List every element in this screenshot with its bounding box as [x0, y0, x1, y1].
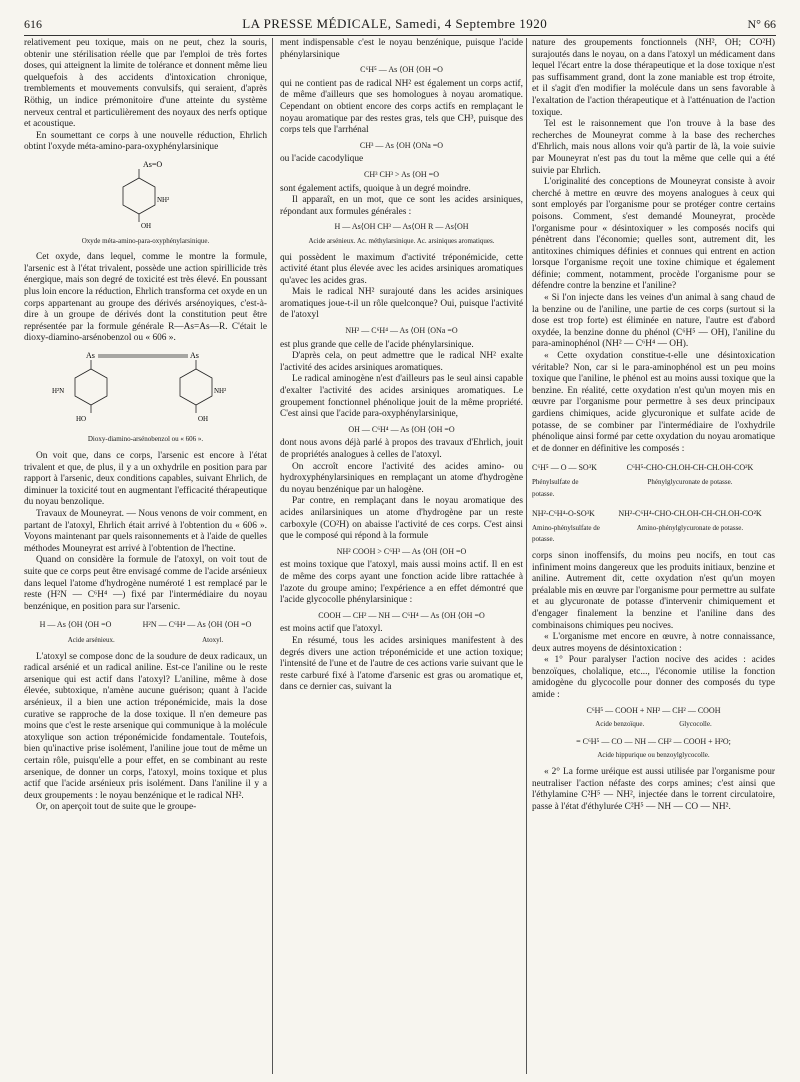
formula-label: Amino-phénylsulfate de potasse.: [532, 523, 600, 544]
svg-text:OH: OH: [140, 221, 151, 230]
formula: C⁶H⁵ — COOH + NH² — CH² — COOH: [586, 705, 721, 715]
svg-text:As: As: [85, 350, 95, 360]
paragraph: D'après cela, on peut admettre que le radical NH² exalte l'activité des acides arsiniques aromatiques.: [280, 351, 523, 373]
paragraph: ment indispensable c'est le noyau benzénique, puisque l'acide phénylarsinique: [280, 38, 523, 60]
formula-label: Amino-phénylglycuronate de potasse.: [636, 523, 744, 532]
formula: = C⁶H⁵ — CO — NH — CH² — COOH + H²O;: [576, 736, 731, 746]
formula: OH — C⁶H⁴ — As ⟨OH ⟨OH =O: [348, 424, 455, 434]
svg-text:OH: OH: [197, 414, 208, 423]
journal-title: LA PRESSE MÉDICALE, Samedi, 4 Septembre 1920: [242, 16, 548, 31]
issue-number: N° 66: [747, 17, 776, 31]
paragraph: « Si l'on injecte dans les veines d'un animal à sang chaud de la benzine ou de l'aniline, une partie de ces corps (surtout si la dose est trop forte) est éliminée en nature, l'autre est d'abord oxydée, la benzine donne du phénol (C⁶H⁵ — OH), l'aniline du para-aminophénol (NH² — C⁶H⁴ — OH).: [532, 293, 775, 350]
formula: H — As⟨OH CH³ — As⟨OH R — As⟨OH: [334, 222, 469, 232]
formula: NH²-C⁶H⁴-O-SO³K: [532, 509, 595, 519]
formula-labels: [24, 634, 267, 652]
paragraph: Mais le radical NH² surajouté dans les acides arsiniques aromatiques joue-t-il un rôle quelconque? Oui, puisque l'activité de l'atoxyl: [280, 287, 523, 321]
column-2: [280, 38, 523, 1074]
paragraph: est moins actif que l'atoxyl.: [280, 624, 383, 635]
paragraph: Quand on considère la formule de l'atoxyl, on voit tout de suite que ce corps peut être envisagé comme de l'acide arsénieux dans lequel l'atome d'hydrogène numéroté 1 est remplacé par le reste (H²N — C⁶H⁴ —) fixé par l'intermédiaire du noyau benzénique, en position para sur l'arsenic.: [24, 555, 267, 612]
paragraph: On accroît encore l'activité des acides amino- ou hydroxyphénylarsiniques en remplaçant un atome d'hydrogène du noyau benzénique par un halogène.: [280, 461, 523, 495]
paragraph: corps sinon inoffensifs, du moins peu nocifs, en tout cas infiniment moins dangereux que les produits initiaux, benzine et aniline. Autrement dit, cette oxydation n'est qu'un moyen préalable mis en œuvre par l'organisme pour permettre au sulfate et au glycuronate de potasse d'intervenir chimiquement et d'engager finalement la benzine et l'aniline dans des combinaisons chimiques peu nocives.: [532, 550, 775, 631]
paragraph: est plus grande que celle de l'acide phénylarsinique.: [280, 339, 474, 350]
formula-block: [532, 505, 602, 551]
formula: C⁶H⁵-CHO-CH.OH-CH-CH.OH-CO²K: [626, 463, 754, 473]
formula-row: [532, 505, 775, 551]
formula-label: Phénylsulfate de potasse.: [532, 477, 579, 498]
paragraph: « 1° Pour paralyser l'action nocive des acides : acides benzoïques, cholalique, etc..., l'économie utilise la fonction amidogène du glycocolle pour donner des composés du type amide :: [532, 655, 775, 701]
formula-row: [24, 616, 267, 634]
paragraph: dont nous avons déjà parlé à propos des travaux d'Ehrlich, jouit de propriétés analogues à celles de l'atoxyl.: [280, 438, 523, 460]
formula: C⁶H⁵ — As ⟨OH ⟨OH =O: [360, 65, 443, 75]
formula-label: Atoxyl.: [202, 635, 224, 644]
column-divider: [272, 38, 273, 1074]
paragraph: En soumettant ce corps à une nouvelle réduction, Ehrlich obtint l'oxyde méta-amino-para-oxyphénylarsinique: [24, 130, 267, 153]
paragraph: Le radical aminogène n'est d'ailleurs pas le seul ainsi capable d'exalter l'activité des acides arsiniques aromatiques. Le groupement fonctionnel phénolique jouit de la même propriété. C'est ainsi que l'acide para-oxyphénylarsinique,: [280, 374, 523, 420]
page-number: 616: [24, 17, 42, 31]
formula: CH³ CH³ > As ⟨OH =O: [364, 169, 439, 179]
paragraph: Travaux de Mouneyrat. — Nous venons de voir comment, en partant de l'atoxyl, Ehrlich était arrivé à l'obtention du « 606 ». Voyons maintenant par quels raisonnements et à l'aide de quelles méthodes Mouneyrat est arrivé à l'obtention de l'hectine.: [24, 509, 267, 554]
formula-label: Acide arsénieux.: [67, 635, 115, 644]
paragraph: ou l'acide cacodylique: [280, 154, 364, 165]
formula-label: Phénylglycuronate de potasse.: [647, 477, 733, 486]
paragraph: On voit que, dans ce corps, l'arsenic est encore à l'état trivalent et que, de plus, il y a un oxhydrile en position para par rapport à l'arsenic, deux conditions capables, suivant Ehrlich, de diminuer la toxicité tout en augmentant l'efficacité thérapeutique du noyau benzolique.: [24, 451, 267, 508]
svg-text:As: As: [189, 350, 199, 360]
svg-text:H²N: H²N: [51, 386, 64, 395]
paragraph: Tel est le raisonnement que l'on trouve à la base des recherches de Mouneyrat comme à la base des recherches d'Ehrlich, mais nous allons voir qu'à partir de là, la voie suivie par Mouneyrat n'est pas du tout la même que celle qui a été suivie par Ehrlich.: [532, 119, 775, 176]
paragraph: est moins toxique que l'atoxyl, mais aussi moins actif. Il en est de même des corps ayant une fonction acide libre rattachée à l'azote du groupe amino; l'expérience a en effet démontré que l'acide glycocolle phénylarsinique :: [280, 560, 523, 606]
paragraph: nature des groupements fonctionnels (NH², OH; CO²H) surajoutés dans le noyau, on a dans l'atoxyl un médicament dans lequel l'écart entre la dose thérapeutique et la dose toxique n'est pas suffisamment grand, dont la zone maniable est trop étroite, et il s'agit d'en modifier la molécule dans un sens favorable à l'exaltation de l'action thérapeutique et à l'atténuation de l'action toxique.: [532, 38, 775, 118]
formula-block: [605, 505, 775, 551]
formula-block: [605, 459, 775, 505]
formula: NH² COOH > C⁶H³ — As ⟨OH ⟨OH =O: [336, 546, 467, 556]
column-3: [532, 38, 775, 1074]
figure-caption: Dioxy-diamino-arsénobenzol ou « 606 ».: [87, 435, 204, 444]
paragraph: Cet oxyde, dans lequel, comme le montre la formule, l'arsenic est à l'état trivalent, possède une action spirillicide très énergique, mais son degré de toxicité est très élevé. En poussant plus loin encore la réduction, Ehrlich transforma cet oxyde en un corps appartenant au groupe des dérivés arsénoyiques, c'est-à-dire à un groupe de dérivés dont la constitution peut être représentée par la formule générale R—As=As—R. C'était le dioxy-diamino-arsénobenzol ou « 606 ».: [24, 252, 267, 344]
paragraph: qui ne contient pas de radical NH² est également un corps actif, de même d'ailleurs que ses homologues à noyau aromatique. Cependant on obtient encore des corps actifs en remplaçant le noyau aromatique par des restes gras, tels que CH³, puisque des corps tels que l'arrhénal: [280, 78, 523, 136]
structure-diagram-oxyde: [24, 158, 267, 235]
column-1: [24, 38, 267, 1074]
paragraph: Or, on aperçoit tout de suite que le groupe-: [36, 802, 197, 813]
formula-row: [532, 459, 775, 505]
formula-label: Acide arsénieux. Ac. méthylarsinique. Ac. arsiniques aromatiques.: [308, 236, 495, 245]
paragraph: « Cette oxydation constitue-t-elle une désintoxication véritable? Non, car si le para-aminophénol est un peu moins toxique que l'aniline, le phénol est au moins aussi toxique que la benzine. En réalité, cette oxydation n'est qu'un moyen mis en œuvre par l'organisme pour permettre à ses deux principaux gardiens chimiques, acide glycuronique et sulfate acide de potasse, de se combiner par l'intermédiaire de l'oxhydrile phénolique ainsi formé par cette oxydation du noyau aromatique et de donner en définitive les composés :: [532, 351, 775, 454]
svg-text:NH²: NH²: [156, 195, 169, 204]
formula: CH³ — As ⟨OH ⟨ONa =O: [359, 140, 444, 150]
paragraph: L'atoxyl se compose donc de la soudure de deux radicaux, un radical arsénié et un radical aniline. Est-ce l'aniline ou le reste arsenique qui est actif dans l'atoxyl? L'aniline, même à dose élevée, subtoxique, n'amène aucune guérison; quant à l'acide arsénieux, il a bien une action tréponémicide, mais la dose curative se rapproche de la dose toxique. Il n'en demeure pas moins que c'est le reste arsenique qui communique à la molécule atoxylique son action tréponémicide fondamentale. Toutefois, bien qu'inactive prise isolément, l'aniline joue tout de même un certain rôle, puisqu'elle a pour effet, en se combinant au reste arsenique, de donner un corps, l'atoxyl, moins toxique et plus actif que l'acide arsénieux pris isolément. Dans l'aniline il y a deux groupements : le noyau benzénique et le radical NH².: [24, 651, 267, 801]
paragraph: Par contre, en remplaçant dans le noyau aromatique des acides anilarsiniques un atome d'hydrogène par un reste carboxyle (CO²H) on abaisse l'activité de ces corps. C'est ainsi que le composé qui répond à la formule: [280, 496, 523, 542]
structure-diagram-606: [24, 349, 267, 434]
formula: NH²-C⁶H⁴-CHO-CH.OH-CH-CH.OH-CO²K: [618, 509, 762, 519]
paragraph: L'originalité des conceptions de Mouneyrat consiste à avoir cherché à mettre en œuvre des moyens analogues à ceux qui sont employés par l'organisme pour se protéger contre certains poisons. Comment, s'est demandé Mouneyrat, procède l'organisme pour « désintoxiquer » les composés nocifs qui pénètrent dans l'économie; quelles sont, autrement dit, les antitoxines chimiques définies et connues qui entrent en action lorsque l'organisme reçoit une toxine chimique et également définie; comment, notamment, procède l'organisme pour se défendre contre la benzine et l'aniline?: [532, 177, 775, 292]
paragraph: En résumé, tous les acides arsiniques manifestent à des degrés divers une action tréponémicide et une action toxique; l'intensité de l'une et de l'autre de ces actions varie suivant que le reste carburé fixé à l'atome d'arsenic est gras ou aromatique et, dans ce dernier cas, suivant la: [280, 635, 523, 693]
column-divider: [526, 38, 527, 1074]
paragraph: Il apparaît, en un mot, que ce sont les acides arsiniques, répondant aux formules générales :: [280, 195, 523, 217]
formula-label: Acide benzoïque. Glycocolle.: [595, 720, 712, 729]
formula-block: [532, 459, 602, 505]
paragraph: qui possèdent le maximum d'activité tréponémicide, cette activité étant plus élevée avec les acides arsiniques aromatiques qu'avec les acides gras.: [280, 252, 523, 286]
formula-label: Acide hippurique ou benzoylglycocolle.: [597, 751, 710, 760]
figure-caption: Oxyde méta-amino-para-oxyphénylarsinique.: [81, 236, 210, 245]
paragraph: relativement peu toxique, mais on ne peut, chez la souris, obtenir une stérilisation réelle que par l'emploi de très fortes doses, qui atteignent la limite de tolérance et donnent même lieu quelquefois à des accidents d'intoxication chronique, tremblements et mouvements convulsifs, qui seraient, d'après Röthig, un indice prémonitoire d'une atteinte du système nerveux central et particulièrement des noyaux des nerfs optique et acoustique.: [24, 38, 267, 130]
svg-text:HO: HO: [75, 414, 86, 423]
paragraph: sont également actifs, quoique à un degré moindre.: [280, 183, 471, 194]
svg-text:NH²: NH²: [213, 386, 226, 395]
svg-text:As=O: As=O: [142, 159, 162, 169]
paragraph: « 2° La forme uréique est aussi utilisée par l'organisme pour neutraliser l'action néfaste des corps amines; c'est ainsi que l'éthylamine C²H⁵ — NH², injectée dans le torrent circulatoire, passe à l'état d'éthylurée C²H⁵ — NH — CO — NH².: [532, 767, 775, 812]
formula-acide-arsenieux: H — As ⟨OH ⟨OH =O: [39, 620, 112, 630]
paragraph: « L'organisme met encore en œuvre, à notre connaissance, deux autres moyens de désintoxication :: [532, 632, 775, 654]
formula: C⁶H⁵ — O — SO³K: [532, 463, 597, 473]
formula-atoxyl: H²N — C⁶H⁴ — As ⟨OH ⟨OH =O: [142, 620, 252, 630]
formula: COOH — CH² — NH — C⁶H⁴ — As ⟨OH ⟨OH =O: [318, 610, 485, 620]
formula: NH² — C⁶H⁴ — As ⟨OH ⟨ONa =O: [345, 326, 458, 336]
page-header: [24, 10, 776, 36]
